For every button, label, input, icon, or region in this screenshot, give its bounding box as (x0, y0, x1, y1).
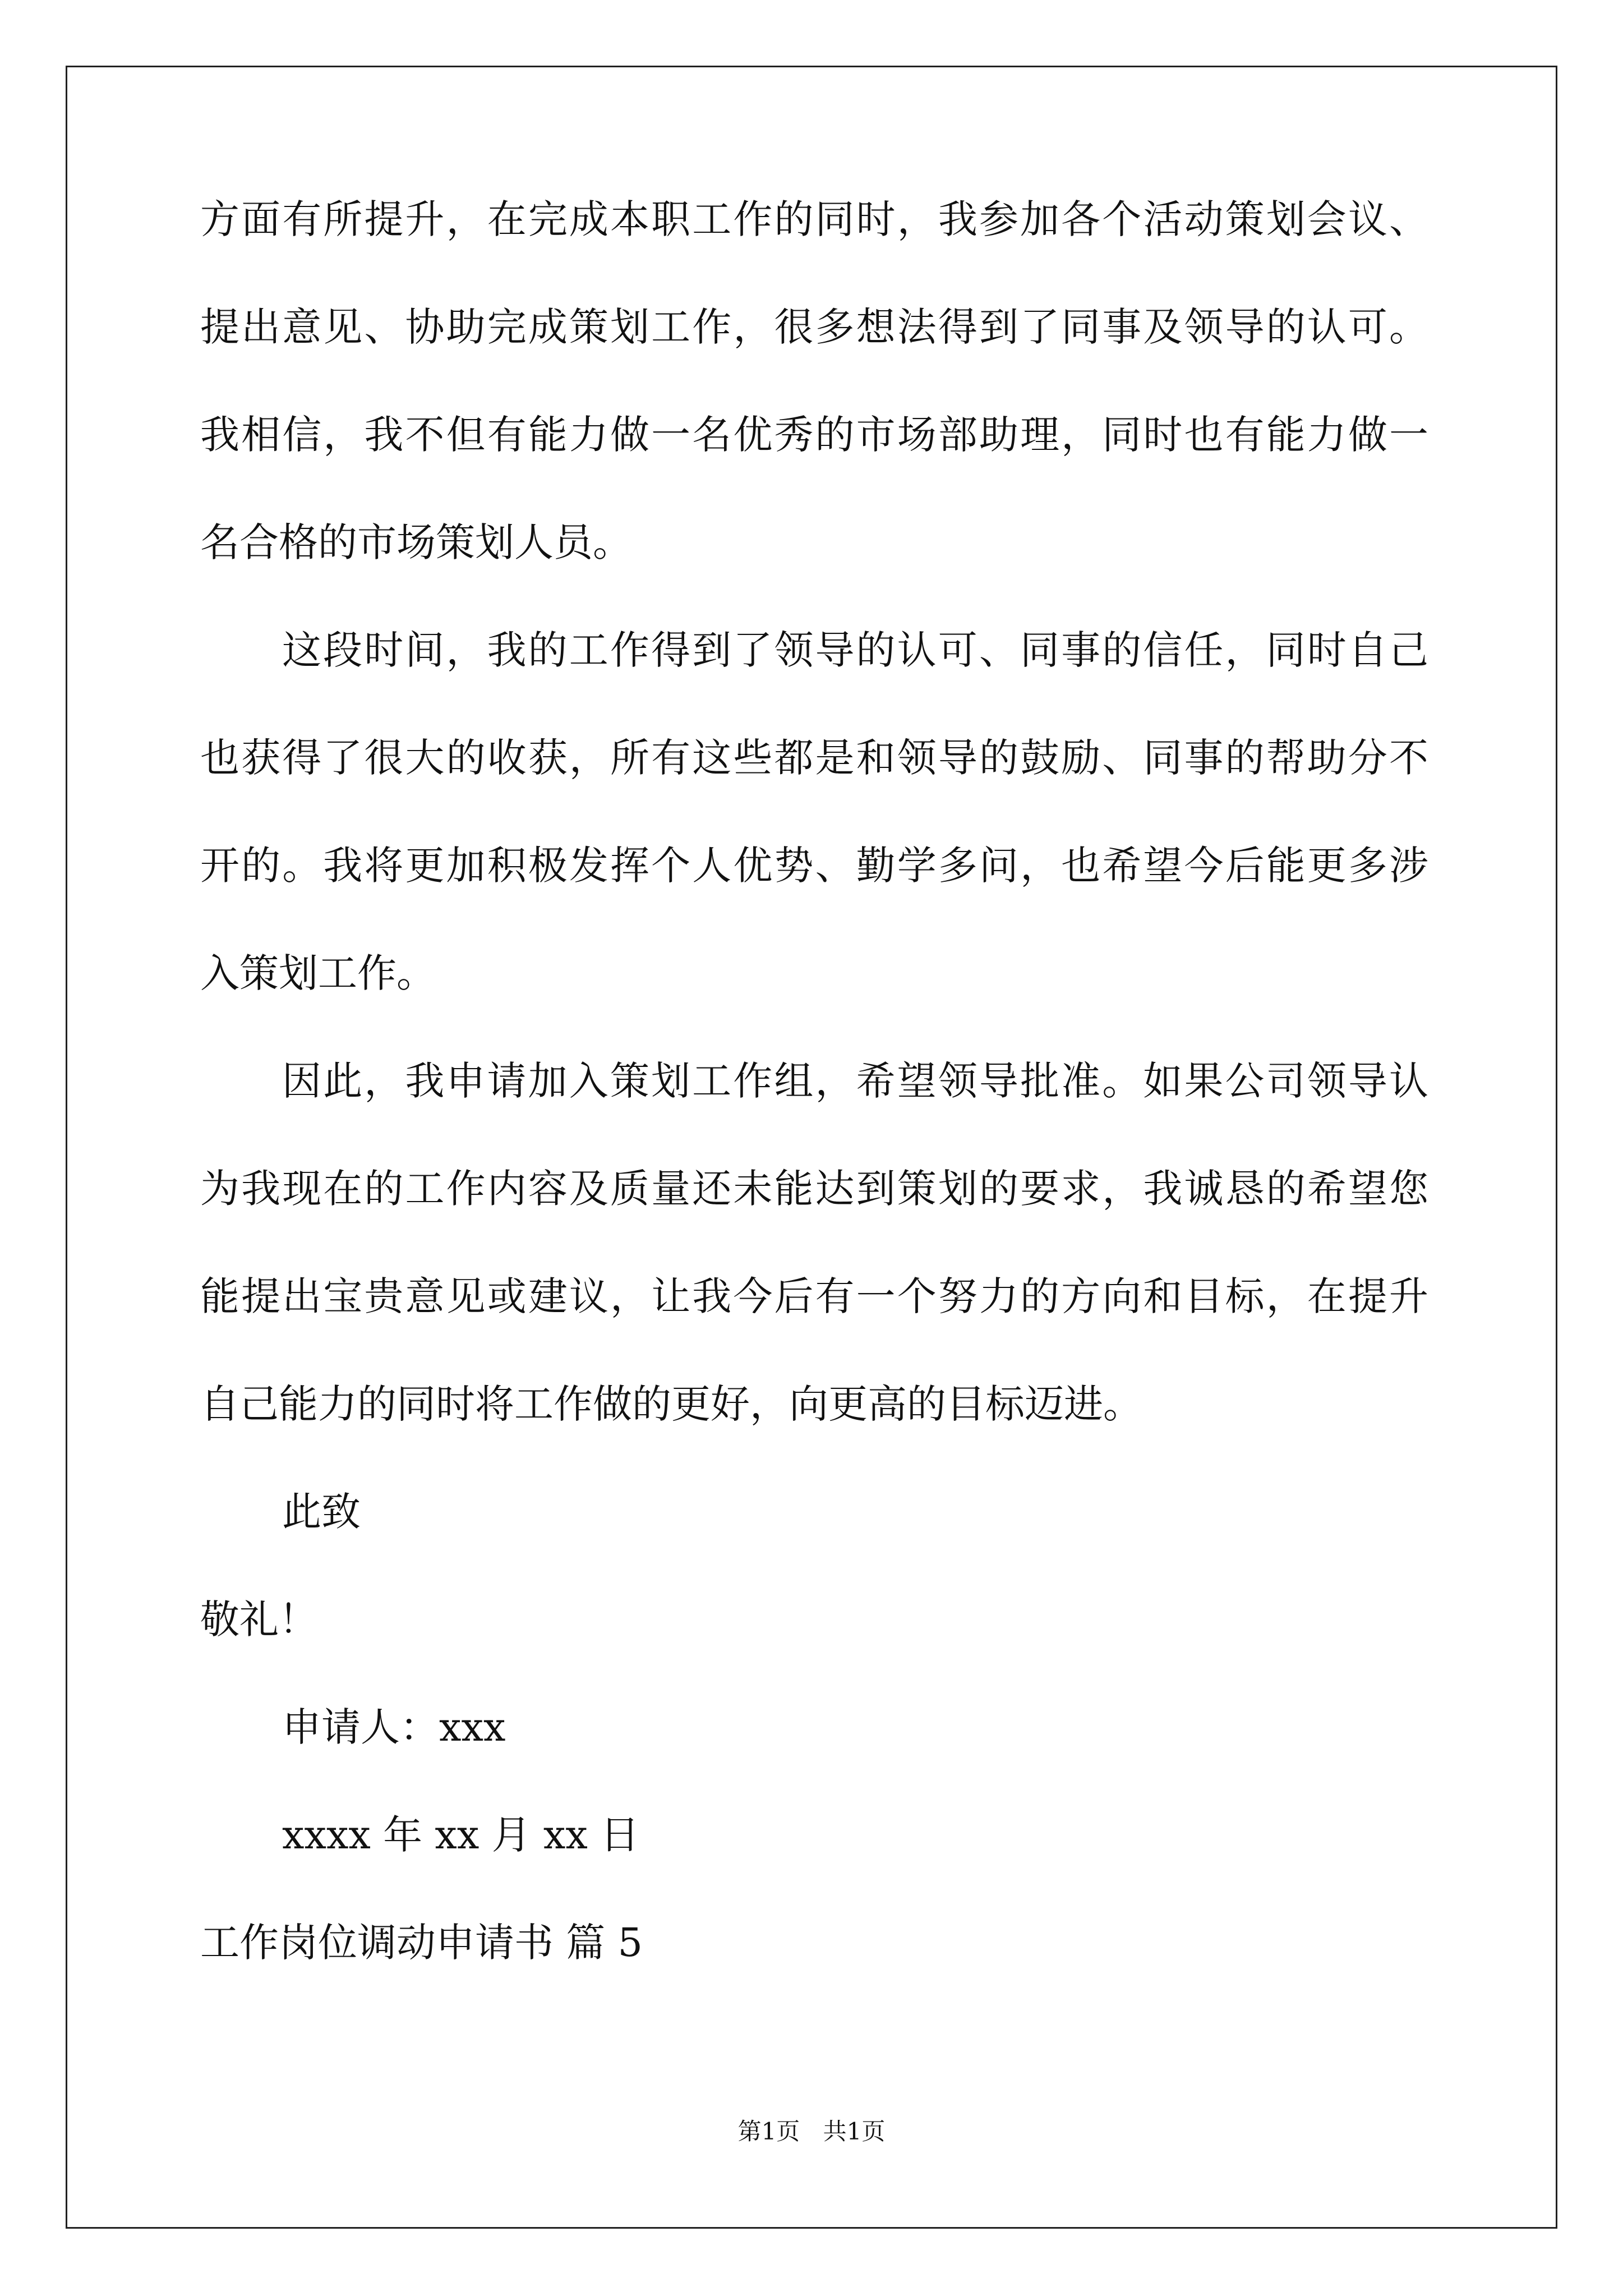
text-line: 提出意见、协助完成策划工作，很多想法得到了同事及领导的认可。 (200, 304, 1428, 350)
section-heading: 工作岗位调动申请书 篇 5 (200, 1920, 643, 1966)
text-line: 入策划工作。 (200, 950, 436, 996)
text-line: 能提出宝贵意见或建议，让我今后有一个努力的方向和目标，在提升 (200, 1273, 1428, 1319)
closing-regards: 敬礼！ (200, 1596, 318, 1642)
applicant-signature: 申请人：xxx (282, 1704, 506, 1750)
text-line: 也获得了很大的收获，所有这些都是和领导的鼓励、同事的帮助分不 (200, 735, 1428, 781)
text-line: 我相信，我不但有能力做一名优秀的市场部助理，同时也有能力做一 (200, 412, 1428, 458)
text-line: 这段时间，我的工作得到了领导的认可、同事的信任，同时自己 (282, 627, 1428, 673)
text-line: 名合格的市场策划人员。 (200, 519, 632, 565)
page-number: 第1页 (737, 2118, 800, 2145)
page-footer (0, 2115, 1623, 2148)
date-line: xxxx 年 xx 月 xx 日 (282, 1812, 640, 1858)
text-line: 因此，我申请加入策划工作组，希望领导批准。如果公司领导认 (282, 1058, 1428, 1104)
text-line: 方面有所提升，在完成本职工作的同时，我参加各个活动策划会议、 (200, 196, 1428, 242)
text-line: 开的。我将更加积极发挥个人优势、勤学多问，也希望今后能更多涉 (200, 843, 1428, 889)
page-border (66, 66, 1557, 2229)
closing-salutation: 此致 (282, 1489, 361, 1535)
page-total: 共1页 (823, 2118, 886, 2145)
text-line: 自己能力的同时将工作做的更好，向更高的目标迈进。 (200, 1381, 1142, 1427)
text-line: 为我现在的工作内容及质量还未能达到策划的要求，我诚恳的希望您 (200, 1166, 1428, 1212)
